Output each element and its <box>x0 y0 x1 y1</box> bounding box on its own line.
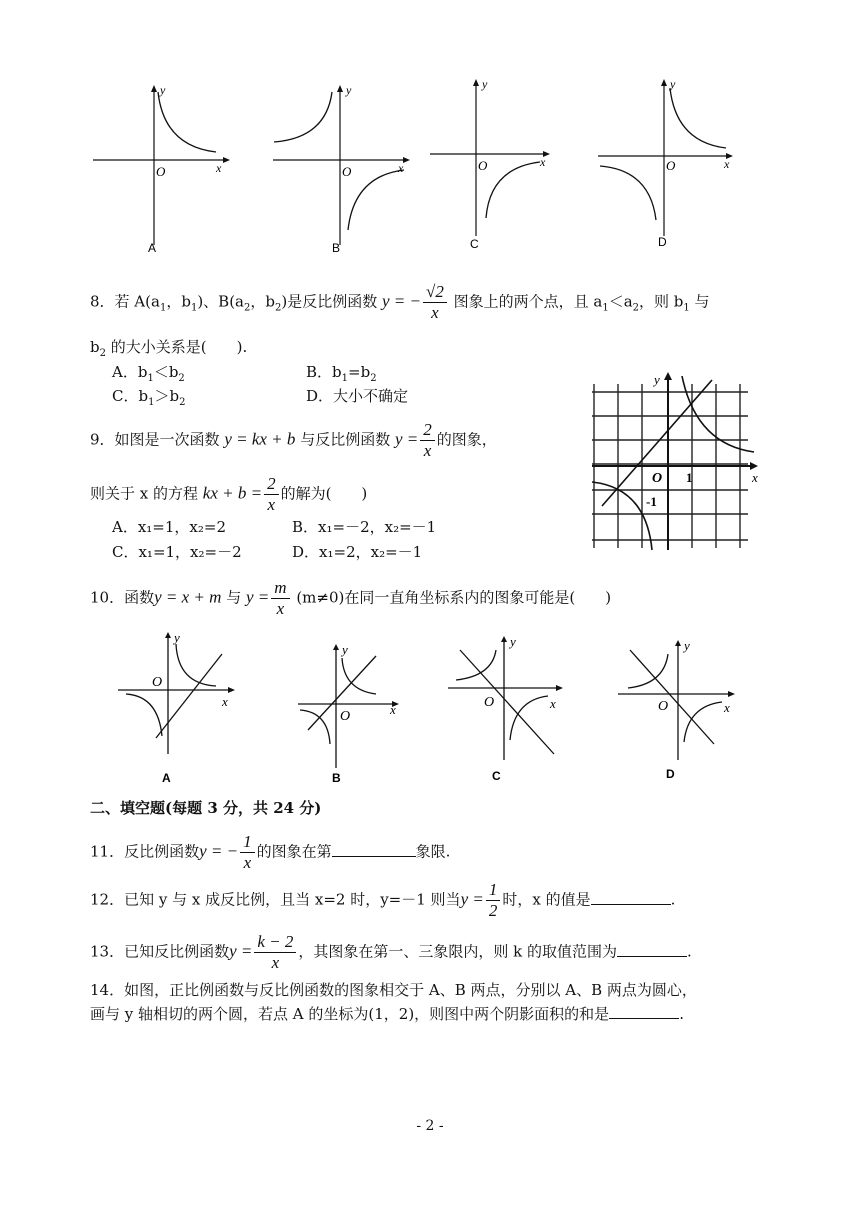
svg-text:x: x <box>724 157 730 171</box>
q12: 12．已知 y 与 x 成反比例，且当 x=2 时，y=－1 则当y = $\frac{1}{2}$ 时，x 的值是 . <box>90 880 676 920</box>
page-footer: - 2 - <box>416 1118 444 1134</box>
svg-text:x: x <box>724 700 730 715</box>
q14-line2: 画与 y 轴相切的两个圆，若点 A 的坐标为(1，2)，则图中两个阴影面积的和是 . <box>90 1005 684 1023</box>
label-c: C <box>470 237 479 251</box>
q7-figure-a <box>88 80 238 260</box>
svg-text:O: O <box>658 699 669 714</box>
q10-figure-d <box>614 638 744 788</box>
svg-text:x: x <box>398 161 404 175</box>
svg-text:x: x <box>550 696 556 711</box>
svg-text:y: y <box>510 634 516 649</box>
svg-text:x: x <box>540 155 546 169</box>
q9-option-a: A．x₁=1，x₂=2 <box>112 518 227 536</box>
svg-text:x: x <box>752 470 758 485</box>
q9-line2: 则关于 x 的方程 kx + b = $\frac{2}{x}$ 的解为( ) <box>90 474 368 514</box>
svg-text:x: x <box>222 694 228 709</box>
q7-figure-b <box>268 80 418 260</box>
q14-line1: 14．如图，正比例函数与反比例函数的图象相交于 A、B 两点，分别以 A、B 两点为圆心， <box>90 981 697 999</box>
axis-y: y <box>160 83 166 97</box>
q8-option-c: C．$b_1>b_2$ <box>112 387 186 408</box>
q10-figure-b <box>292 642 412 792</box>
svg-text:y: y <box>654 372 660 387</box>
answer-blank[interactable] <box>591 890 671 905</box>
q8-option-a: A．$b_1<b_2$ <box>112 363 185 384</box>
q9-option-c: C．x₁=1，x₂=－2 <box>112 543 242 561</box>
q9-grid-figure <box>588 370 764 552</box>
svg-text:1: 1 <box>686 470 693 485</box>
svg-text:y: y <box>346 83 352 97</box>
section-title: 二、填空题(每题 3 分，共 24 分) <box>90 799 322 817</box>
svg-text:x: x <box>390 702 396 717</box>
q7-figure-c <box>428 76 558 256</box>
q9-line1: 9．如图是一次函数 y = kx + b 与反比例函数 y = $\frac{2}{x}$ 的图象， <box>90 420 497 460</box>
label-a: A <box>148 241 157 255</box>
svg-text:O: O <box>478 158 488 173</box>
answer-blank[interactable] <box>332 842 416 857</box>
q8-option-d: D．大小不确定 <box>306 387 409 405</box>
label-d: D <box>658 235 667 249</box>
svg-text:y: y <box>342 642 348 657</box>
q10-figure-c <box>444 634 574 784</box>
axis-x: x <box>216 161 222 175</box>
q8-fraction: $\frac{√2}{x}$ <box>423 282 447 323</box>
q8-line2: $b_2$ 的大小关系是( ). <box>90 338 248 359</box>
svg-text:O: O <box>342 164 352 179</box>
svg-text:y: y <box>670 77 676 91</box>
svg-text:O: O <box>152 675 163 690</box>
q8-option-b: B．$b_1=b_2$ <box>306 363 377 384</box>
origin: O <box>156 164 166 179</box>
q10-figure-a <box>112 630 242 790</box>
svg-text:C: C <box>492 769 501 783</box>
q9-option-b: B．x₁=－2，x₂=－1 <box>292 518 437 536</box>
q13: 13．已知反比例函数y = $\frac{k - 2}{x}$ ，其图象在第一、三象限内，则 k 的取值范围为 . <box>90 932 692 972</box>
svg-text:O: O <box>652 471 663 486</box>
q10-line: 10．函数y = x + m 与 y = $\frac{m}{x}$ (m≠0)在同一直角坐标系内的图象可能是( ) <box>90 578 612 618</box>
answer-blank[interactable] <box>609 1004 679 1019</box>
svg-text:D: D <box>666 767 675 781</box>
svg-text:-1: -1 <box>646 494 657 509</box>
answer-blank[interactable] <box>617 942 687 957</box>
q8-line1: 8．若 $A(a_1$，$b_1$)、$B(a_2$，$b_2$)是反比例函数 y = − $\frac{√2}{x}$ 图象上的两个点，且 $a_1<a_2$，则 $b_1$ 与 <box>90 282 710 322</box>
label-b: B <box>332 241 341 255</box>
svg-text:O: O <box>484 695 495 710</box>
svg-text:y: y <box>684 638 690 653</box>
svg-text:B: B <box>332 771 341 785</box>
q7-figure-d <box>596 76 746 256</box>
q11: 11．反比例函数y = − $\frac{1}{x}$ 的图象在第 象限. <box>90 832 451 872</box>
svg-text:y: y <box>482 77 488 91</box>
svg-text:A: A <box>162 771 171 785</box>
q9-option-d: D．x₁=2，x₂=－1 <box>292 543 423 561</box>
svg-text:O: O <box>340 709 351 724</box>
svg-text:y: y <box>174 630 180 645</box>
svg-text:O: O <box>666 158 676 173</box>
